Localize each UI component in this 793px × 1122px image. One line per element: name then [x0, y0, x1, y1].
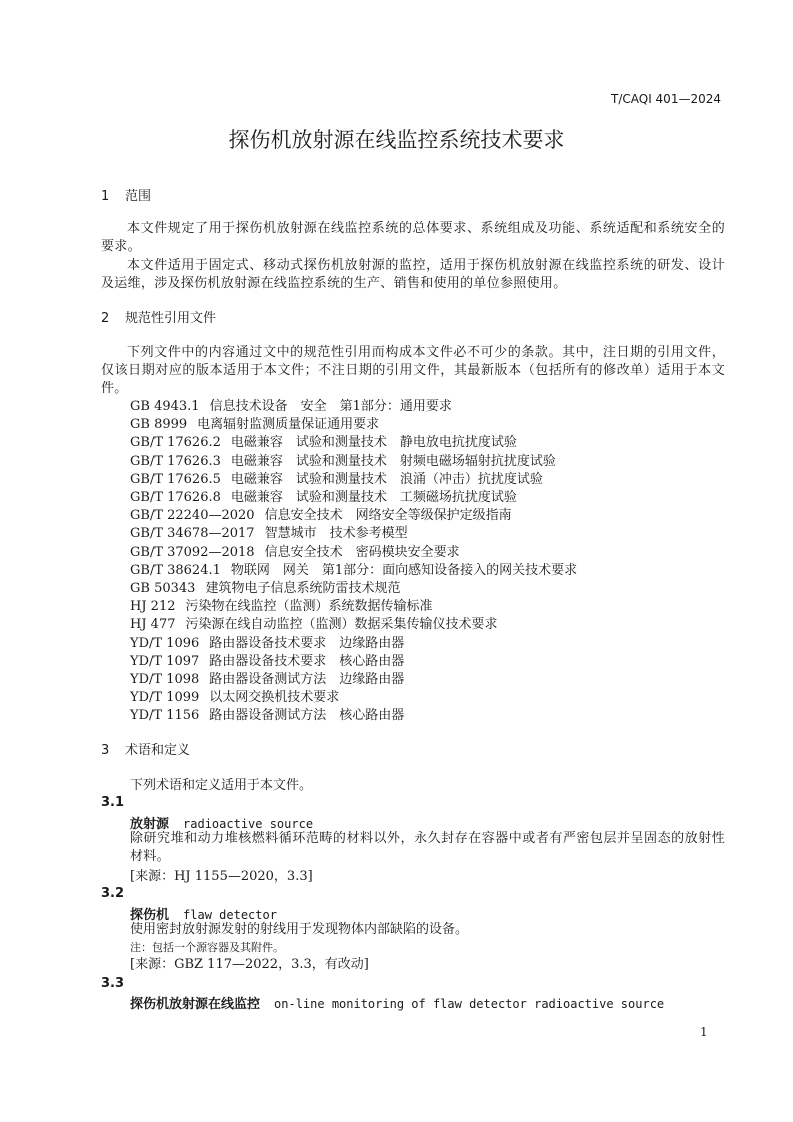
term-number: 3.1 — [101, 795, 125, 810]
section-1-heading — [101, 185, 151, 204]
reference-title: 以太网交换机技术要求 — [209, 690, 340, 706]
reference-item — [130, 453, 556, 471]
reference-title: 污染物在线监控（监测）系统数据传输标准 — [185, 599, 433, 615]
reference-standard-number: GB 50343 — [130, 581, 196, 596]
reference-title: 电磁兼容 试验和测量技术 静电放电抗扰度试验 — [230, 435, 517, 451]
term-source: [来源：HJ 1155—2020，3.3] — [130, 869, 313, 884]
reference-item — [130, 489, 517, 507]
reference-item — [130, 707, 404, 725]
reference-title: 信息技术设备 安全 第1部分：通用要求 — [209, 399, 452, 414]
reference-standard-number: HJ 477 — [130, 617, 176, 633]
reference-standard-number: GB/T 17626.8 — [130, 490, 221, 505]
page-number: 1 — [700, 1025, 708, 1039]
term-source: [来源：GBZ 117—2022，3.3，有改动] — [130, 957, 369, 972]
reference-standard-number: GB/T 38624.1 — [130, 562, 221, 578]
reference-title: 电磁兼容 试验和测量技术 射频电磁场辐射抗扰度试验 — [230, 453, 556, 469]
reference-item — [130, 398, 452, 416]
reference-standard-number: YD/T 1098 — [130, 672, 200, 687]
reference-item — [130, 580, 400, 598]
term-number: 3.3 — [101, 976, 125, 991]
reference-title: 物联网 网关 第1部分：面向感知设备接入的网关技术要求 — [230, 562, 578, 578]
section-title: 规范性引用文件 — [125, 311, 217, 326]
reference-item — [130, 598, 433, 616]
scope-paragraph-2: 本文件适用于固定式、移动式探伤机放射源的监控，适用于探伤机放射源在线监控系统的研发、设计及运维，涉及探伤机放射源在线监控系统的生产、销售和使用的单位参照使用。 — [101, 258, 725, 291]
reference-standard-number: GB/T 37092—2018 — [130, 544, 255, 560]
section-title: 范围 — [125, 189, 152, 204]
reference-item — [130, 562, 577, 580]
document-code: T/CAQI 401—2024 — [611, 92, 721, 106]
reference-standard-number: GB/T 34678—2017 — [130, 526, 255, 542]
section-number: 2 — [101, 311, 110, 326]
reference-title: 信息安全技术 网络安全等级保护定级指南 — [264, 508, 512, 524]
reference-title: 建筑物电子信息系统防雷技术规范 — [205, 581, 401, 596]
reference-standard-number: YD/T 1156 — [130, 708, 200, 724]
term-chinese: 放射源 — [130, 817, 170, 832]
reference-title: 电磁兼容 试验和测量技术 工频磁场抗扰度试验 — [230, 490, 517, 505]
reference-standard-number: GB 8999 — [130, 417, 188, 433]
term-definition: 除研究堆和动力堆核燃料循环范畴的材料以外，永久封存在容器中或者有严密包层并呈固态的放射性材料。 — [130, 831, 725, 864]
section-title: 术语和定义 — [125, 743, 191, 758]
reference-standard-number: YD/T 1097 — [130, 653, 200, 669]
term-english: radioactive source — [183, 817, 314, 831]
reference-standard-number: YD/T 1096 — [130, 635, 200, 651]
references-intro: 下列文件中的内容通过文中的规范性引用而构成本文件必不可少的条款。其中，注日期的引用文件，仅该日期对应的版本适用于本文件；不注日期的引用文件，其最新版本（包括所有的修改单）适用于本文件。 — [101, 345, 725, 396]
reference-title: 智慧城市 技术参考模型 — [264, 526, 408, 542]
reference-standard-number: GB/T 17626.5 — [130, 471, 221, 487]
page-title: 探伤机放射源在线监控系统技术要求 — [228, 128, 565, 152]
term-number: 3.2 — [101, 886, 125, 901]
reference-title: 电磁兼容 试验和测量技术 浪涌（冲击）抗扰度试验 — [230, 471, 543, 487]
term-heading — [130, 993, 664, 1012]
reference-title: 信息安全技术 密码模块安全要求 — [264, 544, 460, 560]
reference-item — [130, 544, 460, 562]
reference-item — [130, 507, 512, 525]
terms-intro: 下列术语和定义适用于本文件。 — [130, 778, 313, 793]
term-note: 注：包括一个源容器及其附件。 — [130, 941, 284, 954]
reference-standard-number: GB/T 17626.3 — [130, 453, 221, 469]
reference-title: 污染源在线自动监控（监测）数据采集传输仪技术要求 — [185, 617, 498, 633]
section-2-heading — [101, 307, 216, 326]
reference-standard-number: GB/T 17626.2 — [130, 435, 221, 451]
section-number: 1 — [101, 189, 110, 204]
reference-item — [130, 434, 517, 452]
term-chinese: 探伤机放射源在线监控 — [130, 997, 261, 1012]
reference-item — [130, 635, 404, 653]
term-english: on-line monitoring of flaw detector radioactive source — [274, 997, 665, 1011]
reference-item — [130, 416, 379, 434]
reference-standard-number: HJ 212 — [130, 599, 176, 615]
reference-title: 路由器设备测试方法 核心路由器 — [209, 708, 405, 724]
reference-standard-number: GB 4943.1 — [130, 399, 200, 414]
reference-item — [130, 653, 404, 671]
reference-item — [130, 471, 543, 489]
reference-item — [130, 689, 339, 707]
reference-title: 路由器设备技术要求 核心路由器 — [209, 653, 405, 669]
scope-paragraph-1: 本文件规定了用于探伤机放射源在线监控系统的总体要求、系统组成及功能、系统适配和系统安全的要求。 — [101, 221, 725, 254]
term-chinese: 探伤机 — [130, 908, 170, 923]
reference-title: 路由器设备技术要求 边缘路由器 — [209, 635, 405, 651]
reference-title: 电离辐射监测质量保证通用要求 — [197, 417, 380, 433]
reference-standard-number: YD/T 1099 — [130, 690, 200, 706]
reference-title: 路由器设备测试方法 边缘路由器 — [209, 672, 405, 687]
term-definition: 使用密封放射源发射的射线用于发现物体内部缺陷的设备。 — [130, 922, 469, 937]
section-number: 3 — [101, 743, 110, 758]
reference-standard-number: GB/T 22240—2020 — [130, 508, 255, 524]
reference-item — [130, 525, 408, 543]
reference-item — [130, 671, 404, 689]
reference-item — [130, 616, 498, 634]
section-3-heading — [101, 739, 190, 758]
term-english: flaw detector — [183, 908, 277, 922]
